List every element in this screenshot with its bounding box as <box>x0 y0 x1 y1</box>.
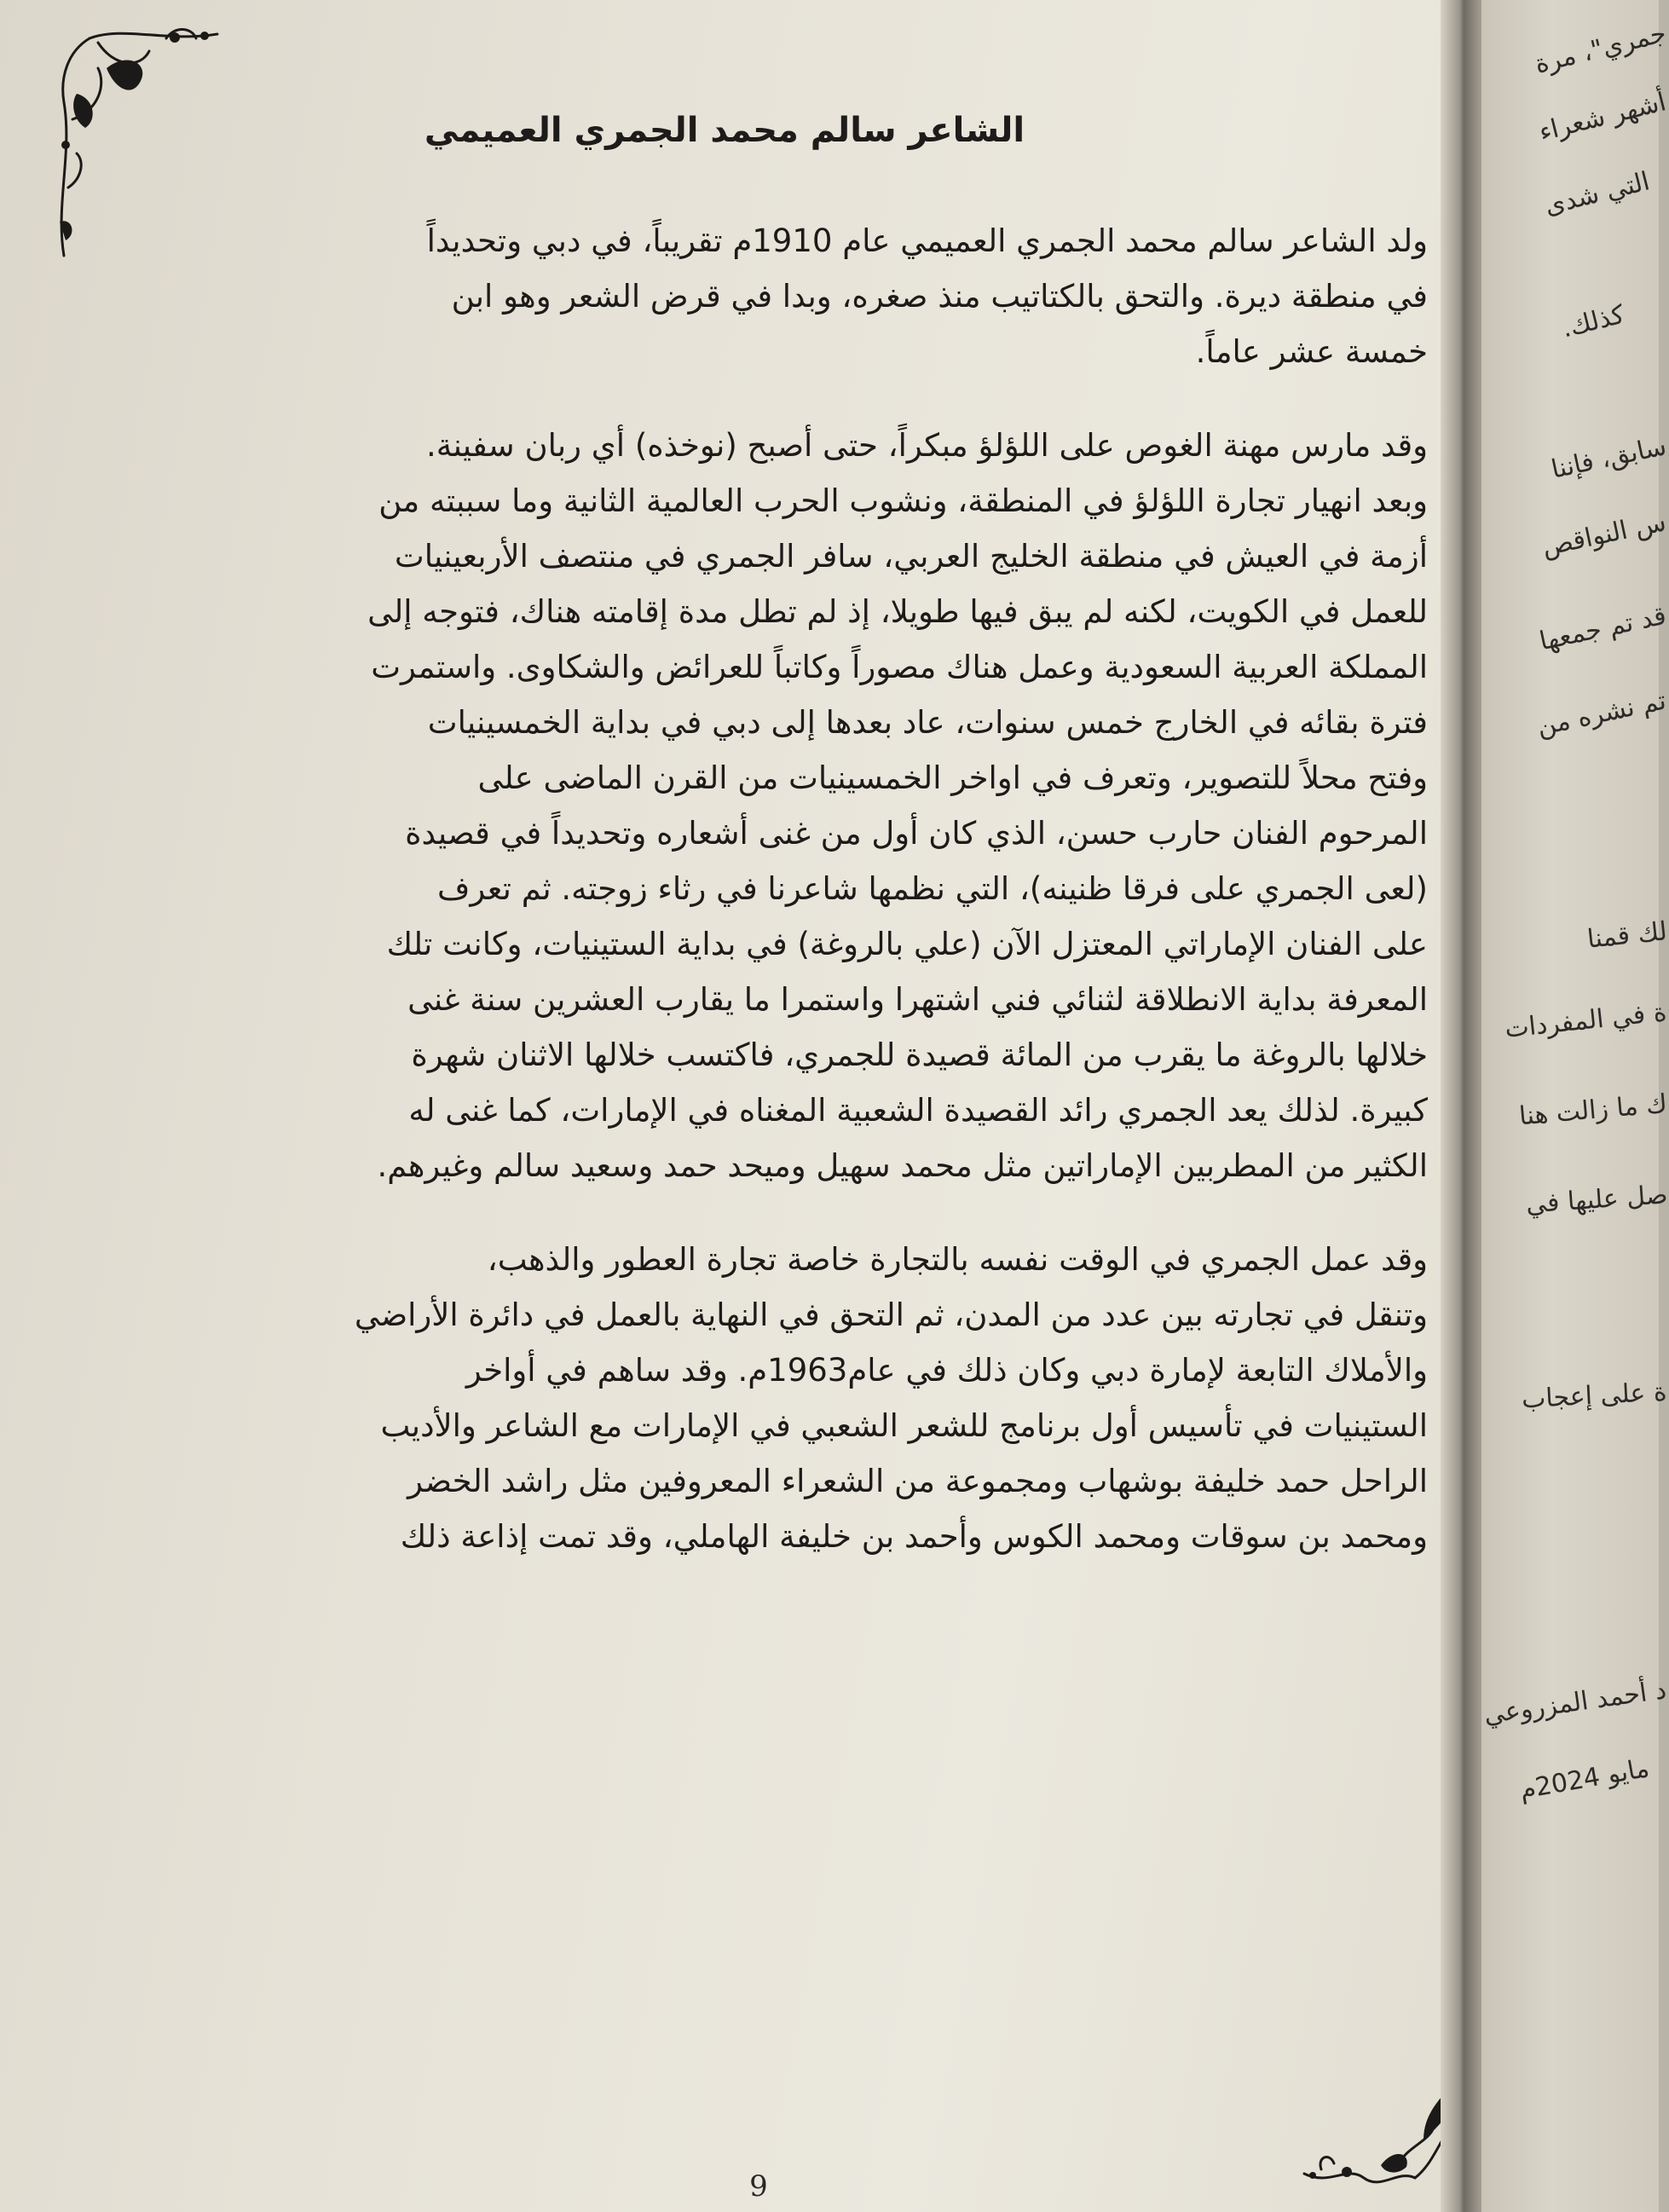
facing-page <box>1481 0 1669 2212</box>
facing-page-fragment: أشهر شعراء <box>1536 87 1669 147</box>
facing-page-fragment: مايو 2024م <box>1517 1753 1652 1806</box>
facing-page-fragment: د أحمد المزروعي <box>1481 1675 1669 1730</box>
text-line: خمسة عشر عاماً. <box>1195 333 1428 370</box>
text-line: وفتح محلاً للتصوير، وتعرف في اواخر الخمسينيات من القرن الماضى على <box>477 759 1428 796</box>
text-line: ومحمد بن سوقات ومحمد الكوس وأحمد بن خليفة الهاملي، وقد تمت إذاعة ذلك <box>400 1518 1428 1555</box>
text-line: خلالها بالروغة ما يقرب من المائة قصيدة للجمري، فاكتسب خلالها الاثنان شهرة <box>411 1037 1428 1073</box>
text-line: للعمل في الكويت، لكنه لم يبق فيها طويلا، إذ لم تطل مدة إقامته هناك، فتوجه إلى <box>367 593 1428 630</box>
text-line: فترة بقائه في الخارج خمس سنوات، عاد بعدها إلى دبي في بداية الخمسينيات <box>427 704 1428 741</box>
text-line: وبعد انهيار تجارة اللؤلؤ في المنطقة، ونشوب الحرب العالمية الثانية وما سببته من <box>378 482 1428 519</box>
facing-page-fragment: لك قمنا <box>1585 916 1669 955</box>
facing-page-fragment: ك ما زالت هنا <box>1517 1089 1669 1132</box>
text-line: وتنقل في تجارته بين عدد من المدن، ثم التحق في النهاية بالعمل في دائرة الأراضي <box>354 1297 1428 1333</box>
text-line: المملكة العربية السعودية وعمل هناك مصوراً وكاتباً للعرائض والشكاوى. واستمرت <box>371 649 1428 685</box>
text-line: الراحل حمد خليفة بوشهاب ومجموعة من الشعراء المعروفين مثل راشد الخضر <box>407 1463 1428 1499</box>
paragraph-gap <box>149 1193 1428 1232</box>
facing-page-fragment: ة على إعجاب <box>1521 1377 1668 1415</box>
facing-page-fragment: تم نشره من <box>1534 685 1669 742</box>
text-line: على الفنان الإماراتي المعتزل الآن (علي بالروغة) في بداية الستينيات، وكانت تلك <box>386 926 1428 962</box>
text-line: كبيرة. لذلك يعد الجمري رائد القصيدة الشعبية المغناه في الإمارات، كما غنى له <box>408 1092 1428 1129</box>
facing-page-fragment: جمري"، مرة <box>1531 18 1669 80</box>
text-line: المرحوم الفنان حارب حسن، الذي كان أول من غنى أشعاره وتحديداً في قصيدة <box>405 815 1428 852</box>
facing-page-fragment: ة في المفردات <box>1504 997 1669 1044</box>
facing-page-fragment: قد تم جمعها <box>1537 600 1669 657</box>
facing-page-fragment: سابق، فإننا <box>1548 431 1669 485</box>
text-line: وقد مارس مهنة الغوص على اللؤلؤ مبكراً، حتى أصبح (نوخذه) أي ربان سفينة. <box>426 427 1428 464</box>
text-line: أزمة في العيش في منطقة الخليج العربي، سافر الجمري في منتصف الأربعينيات <box>394 538 1428 575</box>
text-line: الكثير من المطربين الإماراتين مثل محمد سهيل وميحد حمد وسعيد سالم وغيرهم. <box>377 1147 1428 1184</box>
facing-page-fragment: كذلك. <box>1558 299 1628 344</box>
facing-page-fragment: س النواقص <box>1539 507 1669 563</box>
text-line: (لعى الجمري على فرقا ظنينه)، التي نظمها شاعرنا في رثاء زوجته. ثم تعرف <box>437 870 1428 907</box>
article-body <box>149 213 1428 1564</box>
page-number: 9 <box>749 2169 768 2203</box>
text-line: في منطقة ديرة. والتحق بالكتاتيب منذ صغره، وبدا في قرض الشعر وهو ابن <box>451 278 1428 315</box>
text-line: الستينيات في تأسيس أول برنامج للشعر الشعبي في الإمارات مع الشاعر والأديب <box>380 1407 1428 1444</box>
book-gutter <box>1441 0 1483 2212</box>
text-line: وقد عمل الجمري في الوقت نفسه بالتجارة خاصة تجارة العطور والذهب، <box>487 1241 1428 1278</box>
text-line: والأملاك التابعة لإمارة دبي وكان ذلك في عام1963م. وقد ساهم في أواخر <box>465 1352 1428 1389</box>
text-line: ولد الشاعر سالم محمد الجمري العميمي عام 1910م تقريباً، في دبي وتحديداً <box>426 222 1428 259</box>
facing-page-fragment: التي شدى <box>1541 166 1653 222</box>
text-line: المعرفة بداية الانطلاقة لثنائي فني اشتهرا واستمرا ما يقارب العشرين سنة غنى <box>407 981 1428 1018</box>
paragraph-gap <box>149 379 1428 418</box>
facing-page-fragment: صل عليها في <box>1524 1180 1669 1220</box>
page-title: الشاعر سالم محمد الجمري العميمي <box>424 111 1025 150</box>
